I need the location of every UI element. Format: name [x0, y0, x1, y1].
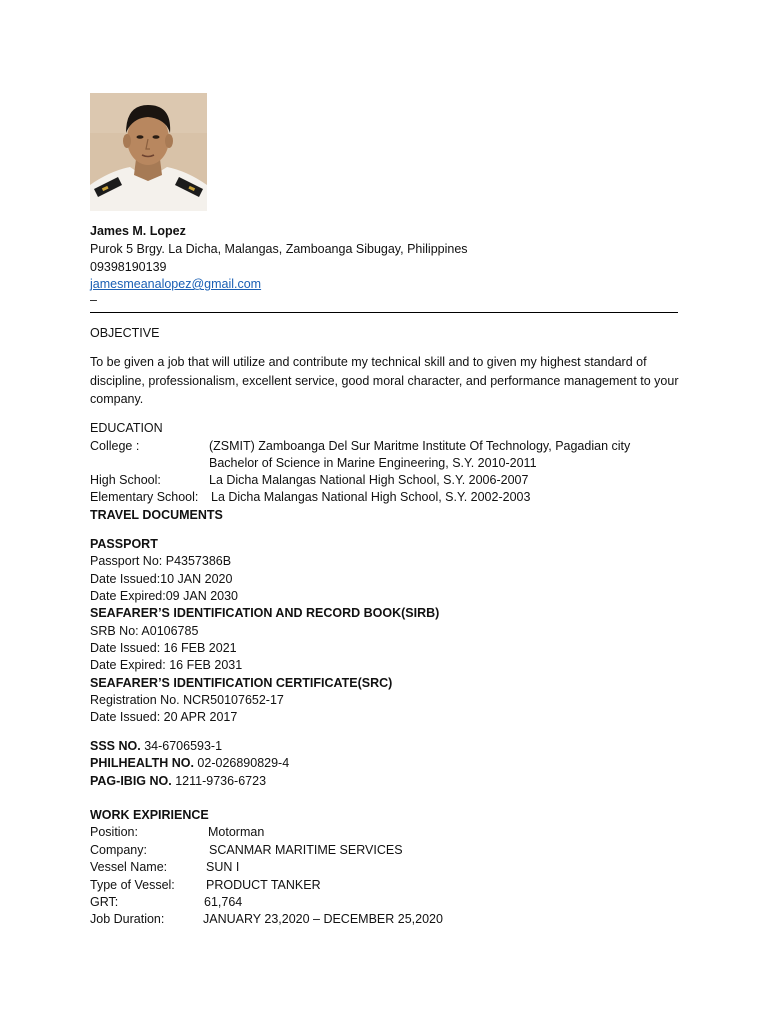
applicant-name: James M. Lopez: [90, 224, 186, 238]
email-link[interactable]: jamesmeanalopez@gmail.com: [90, 277, 262, 291]
high-school-value: La Dicha Malangas National High School, S.Y. 2006-2007: [209, 473, 529, 487]
work-row-value: PRODUCT TANKER: [206, 878, 321, 892]
passport-date-expired: Date Expired:09 JAN 2030: [90, 589, 239, 603]
work-row-label: Type of Vessel:: [90, 878, 175, 892]
philhealth-line: [90, 755, 289, 772]
work-row-label: Company:: [90, 843, 147, 857]
header-divider: [90, 312, 678, 313]
work-experience-heading: WORK EXPIRIENCE: [90, 808, 209, 822]
work-row-value: Motorman: [208, 825, 265, 839]
work-row-label: Vessel Name:: [90, 860, 168, 874]
address: Purok 5 Brgy. La Dicha, Malangas, Zamboanga Sibugay, Philippines: [90, 242, 468, 256]
srb-date-issued: Date Issued: 16 FEB 2021: [90, 641, 237, 655]
passport-date-issued: Date Issued:10 JAN 2020: [90, 572, 233, 586]
src-date-issued: Date Issued: 20 APR 2017: [90, 710, 238, 724]
sss-line: [90, 738, 222, 755]
pagibig-value: 1211-9736-6723: [175, 774, 267, 788]
src-registration: Registration No. NCR50107652-17: [90, 693, 284, 707]
philhealth-label: PHILHEALTH NO.: [90, 756, 194, 770]
passport-heading: PASSPORT: [90, 537, 158, 551]
sss-value: 34-6706593-1: [144, 739, 223, 753]
src-heading: SEAFARER’S IDENTIFICATION CERTIFICATE(SRC): [90, 676, 393, 690]
passport-number: Passport No: P4357386B: [90, 554, 232, 568]
college-degree: Bachelor of Science in Marine Engineering, S.Y. 2010-2011: [209, 456, 537, 470]
sirb-heading: SEAFARER’S IDENTIFICATION AND RECORD BOOK(SIRB): [90, 606, 440, 620]
sss-label: SSS NO.: [90, 739, 141, 753]
pagibig-label: PAG-IBIG NO.: [90, 774, 172, 788]
work-row-value: SUN I: [206, 860, 240, 874]
work-row-value: 61,764: [204, 895, 243, 909]
work-row-label: Position:: [90, 825, 138, 839]
phone-number: 09398190139: [90, 260, 167, 274]
objective-heading: OBJECTIVE: [90, 326, 160, 340]
work-row-value: JANUARY 23,2020 – DECEMBER 25,2020: [203, 912, 443, 926]
travel-documents-heading: TRAVEL DOCUMENTS: [90, 508, 223, 522]
philhealth-value: 02-026890829-4: [197, 756, 290, 770]
elementary-value: La Dicha Malangas National High School, S.Y. 2002-2003: [211, 490, 531, 504]
dash-mark: –: [90, 293, 97, 307]
pagibig-line: [90, 773, 266, 790]
college-value: (ZSMIT) Zamboanga Del Sur Maritme Institute Of Technology, Pagadian city: [209, 439, 631, 453]
srb-number: SRB No: A0106785: [90, 624, 199, 638]
high-school-label: High School:: [90, 473, 161, 487]
profile-photo: [90, 93, 207, 211]
education-heading: EDUCATION: [90, 421, 163, 435]
elementary-label: Elementary School:: [90, 490, 199, 504]
srb-date-expired: Date Expired: 16 FEB 2031: [90, 658, 243, 672]
work-row-label: Job Duration:: [90, 912, 165, 926]
objective-text: To be given a job that will utilize and contribute my technical skill and to given my highest standard of discipline, professionalism, excellent service, good moral character, and performance management to your company.: [90, 355, 679, 406]
work-row-value: SCANMAR MARITIME SERVICES: [209, 843, 403, 857]
profile-photo-illustration: [90, 93, 207, 211]
work-row-label: GRT:: [90, 895, 119, 909]
college-label: College :: [90, 439, 140, 453]
